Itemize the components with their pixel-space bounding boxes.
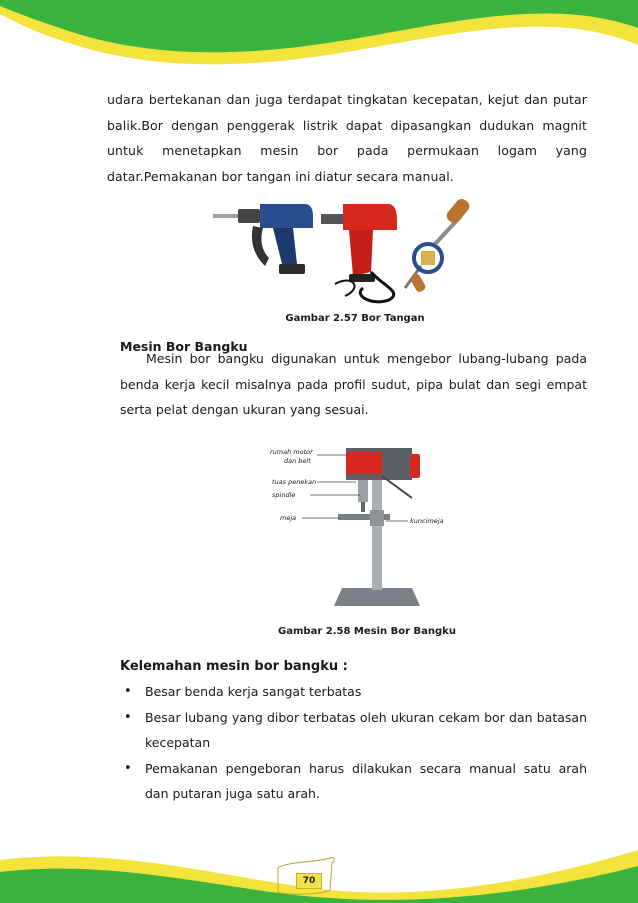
page-number: 70 (296, 873, 322, 889)
figure-bench-drill (262, 440, 462, 610)
figure-caption-2-58: Gambar 2.58 Mesin Bor Bangku (278, 626, 456, 637)
list-item: • Besar benda kerja sangat terbatas (120, 679, 587, 705)
figure-caption-2-57: Gambar 2.57 Bor Tangan (285, 313, 425, 324)
body-paragraph-top: udara bertekanan dan juga terdapat tingkatan kecepatan, kejut dan putar balik.Bor dengan penggerak listrik dapat dipasangkan dudukan magnit untuk menetapkan mesin bor pada permukaan logam yang datar.Pemakanan bor tangan ini diatur secara manual. (107, 92, 587, 184)
label-kuncimeja: kuncimeja (410, 517, 444, 525)
list-item: • Besar lubang yang dibor terbatas oleh ukuran cekam bor dan batasan kecepatan (120, 705, 587, 756)
label-tuas-penekan: tuas penekan (272, 478, 317, 486)
section-paragraph: Mesin bor bangku digunakan untuk mengebor lubang-lubang pada benda kerja kecil misalnya pada profil sudut, pipa bulat dan segi empat serta pelat dengan ukuran yang sesuai. (120, 351, 587, 417)
label-meja: meja (280, 514, 297, 522)
section-heading-mesin-bor-bangku: Mesin Bor Bangku (120, 339, 248, 354)
weakness-list (120, 679, 587, 807)
figure-hand-drills (213, 196, 473, 308)
list-item: • Pemakanan pengeboran harus dilakukan secara manual satu arah dan putaran juga satu arah. (120, 756, 587, 807)
label-motor-housing (270, 448, 313, 466)
weakness-heading: Kelemahan mesin bor bangku : (120, 659, 348, 674)
label-dan-belt: dan belt (284, 457, 311, 465)
manual-hand-drill-image (405, 197, 472, 294)
blue-electric-drill-image (213, 204, 313, 274)
red-electric-drill-image (321, 204, 397, 302)
label-spindle: spindle (272, 491, 296, 499)
label-rumah-motor: rumah motor (270, 448, 313, 456)
